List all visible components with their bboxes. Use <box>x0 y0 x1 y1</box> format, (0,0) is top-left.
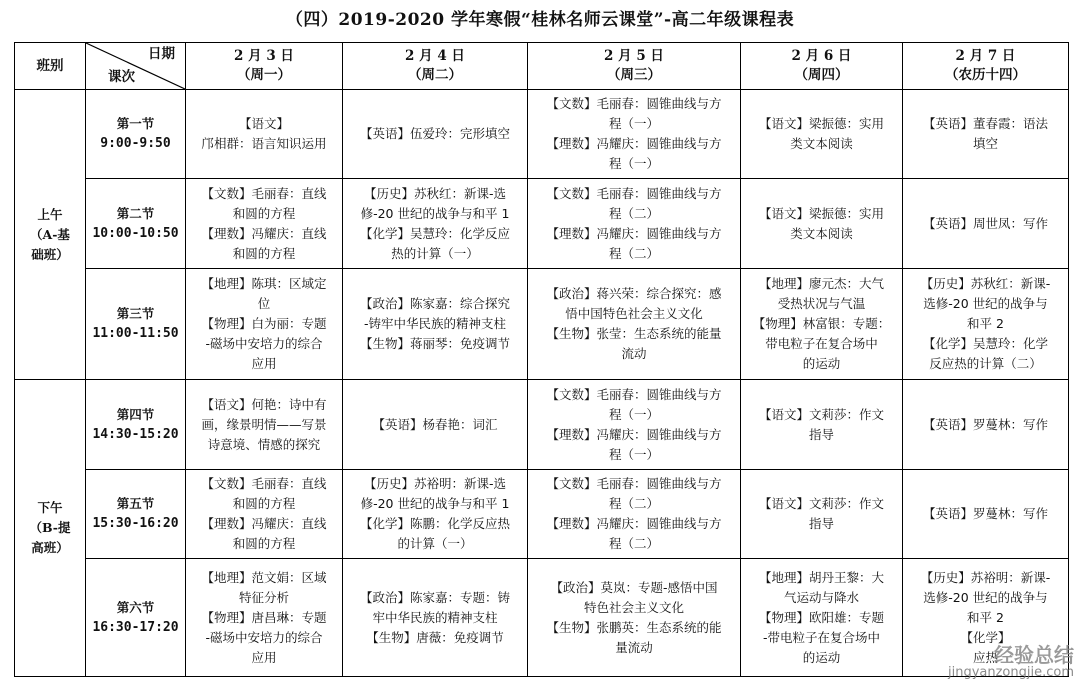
page-title: （四）2019-2020 学年寒假“桂林名师云课堂”-高二年级课程表 <box>285 10 795 30</box>
session-line: （B-提 <box>29 520 71 536</box>
course-cell <box>186 268 343 380</box>
course-line: 【理数】冯耀庆：圆锥曲线与方 <box>546 426 722 442</box>
course-cell <box>741 469 903 558</box>
course-line: 反应热的计算（二） <box>929 356 1042 372</box>
day-date: 2 月 4 日 <box>405 48 465 64</box>
watermark <box>948 645 1074 680</box>
course-line: 【物理】白为丽：专题 <box>201 316 327 332</box>
course-line: 【生物】张莹：生态系统的能量 <box>546 326 722 342</box>
course-line: 带电粒子在复合场中 <box>765 336 878 352</box>
course-line: 【地理】陈琪：区域定 <box>201 276 327 292</box>
course-cell <box>343 380 528 469</box>
header-day-1 <box>186 43 343 90</box>
course-line: 气运动与降水 <box>783 589 859 605</box>
course-line: 【政治】蒋兴荣：综合探究：感 <box>546 286 722 302</box>
course-cell <box>741 179 903 268</box>
course-line: 和平 2 <box>967 609 1004 625</box>
course-cell <box>528 268 741 380</box>
watermark-url: jingyanzongjie.com <box>947 665 1074 680</box>
course-line: 指导 <box>808 515 834 531</box>
course-cell <box>343 469 528 558</box>
course-line: 填空 <box>972 136 998 152</box>
period-cell <box>86 469 186 558</box>
course-line: 诗意境、情感的探究 <box>207 436 321 452</box>
course-line: 【英语】伍爱玲：完形填空 <box>359 126 510 142</box>
header-kechi: 课次 <box>108 69 135 85</box>
day-weekday: （周四） <box>794 67 849 83</box>
table-row <box>15 179 1069 268</box>
header-day-2 <box>343 43 528 90</box>
course-line: 受热状况与气温 <box>777 296 866 312</box>
course-line: 【地理】胡丹王黎：大 <box>758 569 884 585</box>
course-line: 特征分析 <box>238 589 289 605</box>
header-day-4 <box>741 43 903 90</box>
course-line: 选修-20 世纪的战争与 <box>923 296 1048 312</box>
course-line: 【物理】唐昌琳：专题 <box>201 609 327 625</box>
course-line: 【地理】廖元杰：大气 <box>758 276 884 292</box>
course-line: 流动 <box>621 346 647 362</box>
course-line: 应热 <box>972 649 998 665</box>
course-line: 【文数】毛丽春：圆锥曲线与方 <box>546 386 722 402</box>
course-line: 【化学】陈鹏：化学反应热 <box>359 515 510 531</box>
course-line: 【理数】冯耀庆：圆锥曲线与方 <box>546 515 722 531</box>
course-cell <box>186 90 343 179</box>
day-date: 2 月 7 日 <box>955 48 1016 64</box>
course-line: -铸牢中华民族的精神支柱 <box>363 316 506 332</box>
table-row <box>15 380 1069 469</box>
course-cell <box>343 179 528 268</box>
course-cell <box>528 469 741 558</box>
course-line: 【理数】冯耀庆：圆锥曲线与方 <box>546 136 722 152</box>
session-cell <box>15 380 86 677</box>
course-line: 程（一） <box>608 156 659 172</box>
header-row <box>15 43 1069 90</box>
course-line: 和圆的方程 <box>232 245 296 261</box>
course-line: 修-20 世纪的战争与和平 1 <box>360 205 510 221</box>
course-cell <box>741 90 903 179</box>
course-line: 悟中国特色社会主义文化 <box>565 306 703 322</box>
course-line: 程（一） <box>608 406 659 422</box>
period-name: 第二节 <box>116 205 155 221</box>
course-line: 程（二） <box>608 495 659 511</box>
course-cell <box>528 179 741 268</box>
header-day-3 <box>528 43 741 90</box>
period-time: 10:00-10:50 <box>92 225 179 241</box>
course-line: 的运动 <box>802 356 841 372</box>
course-cell <box>903 469 1069 558</box>
course-cell <box>528 380 741 469</box>
course-line: 和圆的方程 <box>232 495 296 511</box>
course-line: 特色社会主义文化 <box>583 599 684 615</box>
period-name: 第一节 <box>116 116 155 132</box>
course-cell <box>186 179 343 268</box>
course-line: 热的计算（一） <box>391 245 479 261</box>
course-line: 【历史】苏裕明：新课- <box>920 569 1051 585</box>
course-line: 【物理】欧阳雄：专题 <box>758 609 884 625</box>
course-line: 程（二） <box>608 535 659 551</box>
watermark-brand: 经验总结 <box>994 643 1074 667</box>
course-line: 【英语】周世凤：写作 <box>922 215 1048 231</box>
course-line: 和平 2 <box>967 316 1004 332</box>
day-weekday: （农历十四） <box>945 67 1026 83</box>
table-row <box>15 469 1069 558</box>
course-line: 【语文】梁振德：实用 <box>758 205 884 221</box>
day-date: 2 月 5 日 <box>604 48 664 64</box>
course-line: 程（二） <box>608 245 659 261</box>
course-cell <box>741 268 903 380</box>
course-cell <box>186 380 343 469</box>
course-line: 【化学】 <box>960 629 1011 645</box>
course-line: 【地理】范文娟：区域 <box>201 569 327 585</box>
course-line: 画，缘景明情——写景 <box>201 416 327 432</box>
course-cell <box>903 380 1069 469</box>
period-time: 16:30-17:20 <box>92 619 179 635</box>
course-line: 【历史】苏秋红：新课-选 <box>363 185 506 201</box>
period-cell <box>86 179 186 268</box>
session-line: （A-基 <box>30 226 70 242</box>
course-line: 位 <box>257 296 271 312</box>
course-line: 【化学】吴慧玲：化学反应 <box>359 225 510 241</box>
period-name: 第五节 <box>116 495 155 511</box>
course-cell <box>903 90 1069 179</box>
course-line: 【文数】毛丽春：直线 <box>201 475 327 491</box>
course-line: 【文数】毛丽春：圆锥曲线与方 <box>546 185 722 201</box>
day-date: 2 月 3 日 <box>234 48 294 64</box>
course-line: 【语文】何艳：诗中有 <box>201 396 327 412</box>
course-line: 类文本阅读 <box>790 136 853 152</box>
course-cell <box>741 559 903 677</box>
course-line: 应用 <box>251 356 277 372</box>
course-cell <box>186 469 343 558</box>
course-line: 指导 <box>808 426 834 442</box>
session-line: 上午 <box>37 206 63 222</box>
course-line: 【英语】罗蔓林：写作 <box>922 416 1048 432</box>
day-weekday: （周二） <box>408 67 462 83</box>
course-line: 的运动 <box>802 649 841 665</box>
table-row <box>15 559 1069 677</box>
period-time: 15:30-16:20 <box>92 515 179 531</box>
course-line: 程（一） <box>608 116 659 132</box>
period-name: 第四节 <box>116 406 155 422</box>
course-line: 类文本阅读 <box>790 225 853 241</box>
course-line: 【政治】莫岚：专题-感悟中国 <box>550 579 718 595</box>
course-cell <box>528 90 741 179</box>
course-cell <box>343 90 528 179</box>
course-line: 修-20 世纪的战争与和平 1 <box>360 495 510 511</box>
course-line: -带电粒子在复合场中 <box>762 629 880 645</box>
period-time: 11:00-11:50 <box>92 326 179 342</box>
course-cell <box>343 268 528 380</box>
course-line: 【语文】 <box>238 116 289 132</box>
session-line: 高班） <box>31 540 69 556</box>
course-cell <box>741 380 903 469</box>
course-line: 程（一） <box>608 446 659 462</box>
day-date: 2 月 6 日 <box>791 48 852 64</box>
course-line: 【政治】陈家嘉：专题：铸 <box>359 589 510 605</box>
header-banbie: 班别 <box>15 43 86 90</box>
course-line: 【政治】陈家嘉：综合探究 <box>359 296 510 312</box>
day-weekday: （周一） <box>237 67 291 83</box>
course-line: 【语文】文莉莎：作文 <box>758 495 884 511</box>
course-line: 【英语】罗蔓林：写作 <box>922 505 1048 521</box>
session-cell <box>15 90 86 380</box>
period-time: 14:30-15:20 <box>92 426 179 442</box>
course-line: 【历史】苏裕明：新课-选 <box>363 475 506 491</box>
course-line: 【英语】杨春艳：词汇 <box>372 416 498 432</box>
course-line: 应用 <box>251 649 277 665</box>
table-row <box>15 90 1069 179</box>
course-line: 【生物】张鹏英：生态系统的能 <box>546 619 722 635</box>
course-line: 邝相群：语言知识运用 <box>201 136 327 152</box>
period-name: 第六节 <box>116 599 155 615</box>
course-line: 【历史】苏秋红：新课- <box>920 276 1051 292</box>
course-line: 牢中华民族的精神支柱 <box>372 609 498 625</box>
course-line: 【语文】梁振德：实用 <box>758 116 884 132</box>
header-day-5 <box>903 43 1069 90</box>
course-cell <box>903 179 1069 268</box>
period-cell <box>86 268 186 380</box>
course-line: 【文数】毛丽春：直线 <box>201 185 327 201</box>
table-row <box>15 268 1069 380</box>
course-line: 【文数】毛丽春：圆锥曲线与方 <box>546 96 722 112</box>
period-name: 第三节 <box>116 306 155 322</box>
course-line: 【理数】冯耀庆：直线 <box>201 225 327 241</box>
course-cell <box>186 559 343 677</box>
course-line: 【理数】冯耀庆：直线 <box>201 515 327 531</box>
session-line: 础班） <box>31 246 69 262</box>
session-line: 下午 <box>37 500 63 516</box>
period-cell <box>86 90 186 179</box>
course-cell <box>528 559 741 677</box>
course-line: 和圆的方程 <box>232 205 296 221</box>
period-time: 9:00-9:50 <box>100 136 171 152</box>
day-weekday: （周三） <box>607 67 661 83</box>
course-line: 的计算（一） <box>397 535 473 551</box>
course-line: 选修-20 世纪的战争与 <box>923 589 1048 605</box>
schedule-table <box>14 42 1069 677</box>
course-line: 【语文】文莉莎：作文 <box>758 406 884 422</box>
period-cell <box>86 380 186 469</box>
course-line: 【文数】毛丽春：圆锥曲线与方 <box>546 475 722 491</box>
course-line: 和圆的方程 <box>232 535 296 551</box>
course-line: 【英语】董春霞：语法 <box>922 116 1048 132</box>
course-cell <box>903 268 1069 380</box>
course-line: 【理数】冯耀庆：圆锥曲线与方 <box>546 225 722 241</box>
course-line: 【生物】蒋丽琴：免疫调节 <box>359 336 510 352</box>
course-line: 【生物】唐薇：免疫调节 <box>366 629 504 645</box>
course-line: 量流动 <box>615 639 653 655</box>
course-line: -磁场中安培力的综合 <box>205 336 323 352</box>
header-riqi: 日期 <box>148 46 175 62</box>
course-line: -磁场中安培力的综合 <box>205 629 323 645</box>
course-line: 【化学】吴慧玲：化学 <box>922 336 1048 352</box>
course-cell <box>343 559 528 677</box>
period-cell <box>86 559 186 677</box>
course-line: 【物理】林富银：专题： <box>752 316 891 332</box>
course-line: 程（二） <box>608 205 659 221</box>
header-diagonal <box>86 43 186 90</box>
